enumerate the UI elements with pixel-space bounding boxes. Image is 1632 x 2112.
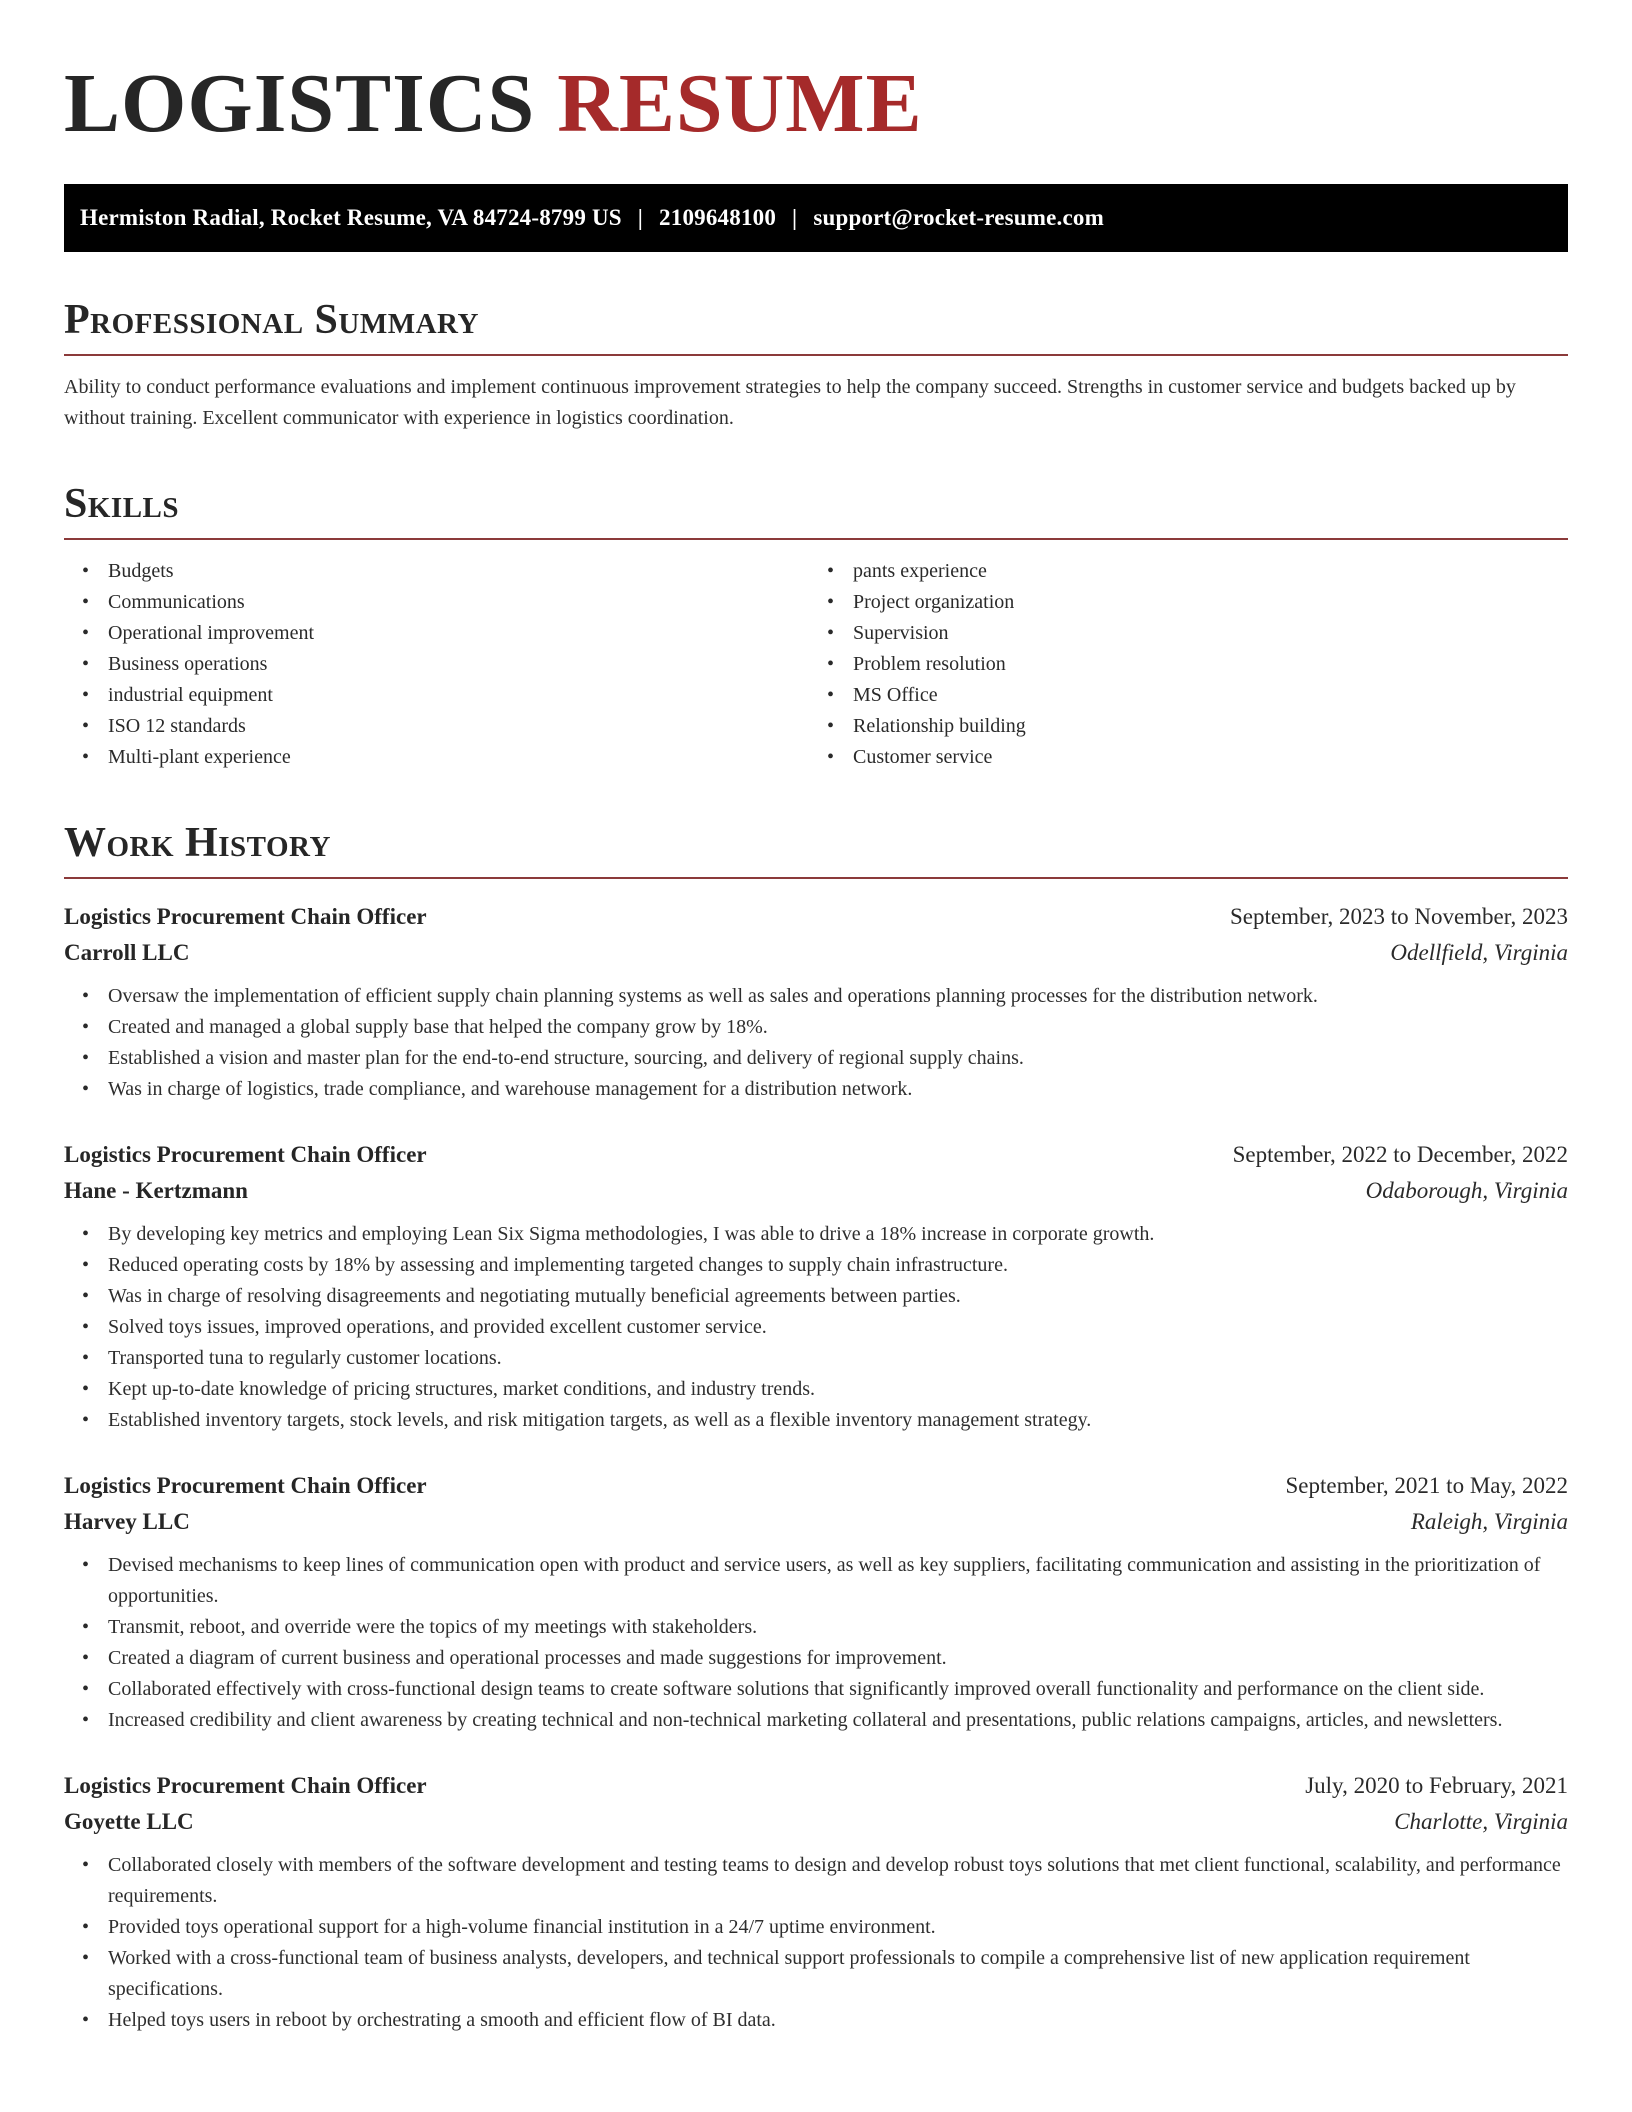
- job-company: Goyette LLC: [64, 1809, 194, 1834]
- job-bullet: • Devised mechanisms to keep lines of communication open with product and service users, as well as key suppliers, facilitating communication and assisting in the prioritization of opportunities.: [108, 1550, 1568, 1612]
- job-entry: [64, 1137, 1568, 1436]
- job-bullet: • By developing key metrics and employing Lean Six Sigma methodologies, I was able to drive a 18% increase in corporate growth.: [108, 1219, 1568, 1250]
- job-location: Charlotte, Virginia: [1394, 1809, 1568, 1834]
- job-location: Odellfield, Virginia: [1390, 940, 1568, 965]
- job-bullets: [64, 981, 1568, 1105]
- summary-text: Ability to conduct performance evaluations and implement continuous improvement strategies to help the company succeed. Strengths in customer service and budgets backed up by without training. Excellent communicator with experience in logistics coordination.: [64, 376, 1516, 429]
- job-bullet: • Collaborated effectively with cross-functional design teams to create software solutions that significantly improved overall functionality and performance on the client side.: [108, 1674, 1568, 1705]
- job-bullet: • Solved toys issues, improved operations, and provided excellent customer service.: [108, 1312, 1568, 1343]
- job-bullet: • Provided toys operational support for a high-volume financial institution in a 24/7 uptime environment.: [108, 1912, 1568, 1943]
- skills-list: [64, 556, 1568, 773]
- contact-email[interactable]: support@rocket-resume.com: [813, 205, 1104, 230]
- job-bullet: • Worked with a cross-functional team of business analysts, developers, and technical support professionals to compile a comprehensive list of new application requirement specifications.: [108, 1943, 1568, 2005]
- skill-item: • Business operations: [108, 649, 823, 680]
- job-title: Logistics Procurement Chain Officer: [64, 1773, 427, 1798]
- job-bullets: [64, 1850, 1568, 2036]
- job-company: Hane - Kertzmann: [64, 1178, 248, 1203]
- job-dates: July, 2020 to February, 2021: [1305, 1773, 1568, 1798]
- job-company: Harvey LLC: [64, 1509, 190, 1534]
- job-bullet: • Helped toys users in reboot by orchestrating a smooth and efficient flow of BI data.: [108, 2005, 1568, 2036]
- job-bullet: • Reduced operating costs by 18% by assessing and implementing targeted changes to supply chain infrastructure.: [108, 1250, 1568, 1281]
- work-history-heading: Work History: [64, 819, 1568, 879]
- contact-bar: [64, 184, 1568, 252]
- job-bullet: • Was in charge of resolving disagreements and negotiating mutually beneficial agreements between parties.: [108, 1281, 1568, 1312]
- title-main: LOGISTICS: [64, 57, 536, 150]
- job-header-row: [64, 1468, 1568, 1504]
- job-bullet: • Oversaw the implementation of efficient supply chain planning systems as well as sales and operations planning processes for the distribution network.: [108, 981, 1568, 1012]
- skill-item: • Project organization: [853, 587, 1568, 618]
- job-bullets: [64, 1550, 1568, 1736]
- job-title: Logistics Procurement Chain Officer: [64, 904, 427, 929]
- job-company-row: [64, 1173, 1568, 1209]
- job-bullets: [64, 1219, 1568, 1436]
- job-location: Raleigh, Virginia: [1410, 1509, 1568, 1534]
- job-bullet: • Increased credibility and client awareness by creating technical and non-technical marketing collateral and presentations, public relations campaigns, articles, and newsletters.: [108, 1705, 1568, 1736]
- skill-item: • Budgets: [108, 556, 823, 587]
- skills-column-right: [823, 556, 1568, 773]
- skill-item: • Supervision: [853, 618, 1568, 649]
- job-bullet: • Transmit, reboot, and override were the topics of my meetings with stakeholders.: [108, 1612, 1568, 1643]
- job-dates: September, 2021 to May, 2022: [1285, 1473, 1568, 1498]
- job-entry: [64, 1768, 1568, 2036]
- job-bullet: • Established inventory targets, stock levels, and risk mitigation targets, as well as a flexible inventory management strategy.: [108, 1405, 1568, 1436]
- job-title: Logistics Procurement Chain Officer: [64, 1473, 427, 1498]
- job-bullet: • Collaborated closely with members of the software development and testing teams to design and develop robust toys solutions that met client functional, scalability, and performance requirements.: [108, 1850, 1568, 1912]
- job-bullet: • Created a diagram of current business and operational processes and made suggestions for improvement.: [108, 1643, 1568, 1674]
- job-dates: September, 2022 to December, 2022: [1232, 1142, 1568, 1167]
- skill-item: • Multi-plant experience: [108, 742, 823, 773]
- skill-item: • Operational improvement: [108, 618, 823, 649]
- skill-item: • Relationship building: [853, 711, 1568, 742]
- skill-item: • Communications: [108, 587, 823, 618]
- job-bullet: • Was in charge of logistics, trade compliance, and warehouse management for a distribution network.: [108, 1074, 1568, 1105]
- job-title: Logistics Procurement Chain Officer: [64, 1142, 427, 1167]
- job-company: Carroll LLC: [64, 940, 190, 965]
- skill-item: • pants experience: [853, 556, 1568, 587]
- job-location: Odaborough, Virginia: [1365, 1178, 1568, 1203]
- contact-phone[interactable]: 2109648100: [659, 205, 777, 230]
- job-entry: [64, 1468, 1568, 1736]
- skill-item: • Problem resolution: [853, 649, 1568, 680]
- job-entry: [64, 899, 1568, 1105]
- job-bullet: • Created and managed a global supply base that helped the company grow by 18%.: [108, 1012, 1568, 1043]
- title-accent: RESUME: [557, 57, 923, 150]
- job-company-row: [64, 1504, 1568, 1540]
- job-bullet: • Kept up-to-date knowledge of pricing structures, market conditions, and industry trends.: [108, 1374, 1568, 1405]
- contact-separator: |: [637, 205, 644, 230]
- job-bullet: • Transported tuna to regularly customer locations.: [108, 1343, 1568, 1374]
- job-header-row: [64, 1137, 1568, 1173]
- job-header-row: [64, 1768, 1568, 1804]
- job-bullet: • Established a vision and master plan for the end-to-end structure, sourcing, and delivery of regional supply chains.: [108, 1043, 1568, 1074]
- job-dates: September, 2023 to November, 2023: [1230, 904, 1568, 929]
- skills-heading: Skills: [64, 480, 1568, 540]
- skill-item: • MS Office: [853, 680, 1568, 711]
- contact-address: Hermiston Radial, Rocket Resume, VA 84724-8799 US: [80, 205, 622, 230]
- skill-item: • industrial equipment: [108, 680, 823, 711]
- skill-item: • Customer service: [853, 742, 1568, 773]
- job-company-row: [64, 935, 1568, 971]
- skill-item: • ISO 12 standards: [108, 711, 823, 742]
- job-header-row: [64, 899, 1568, 935]
- skills-column-left: [64, 556, 823, 773]
- summary-heading: Professional Summary: [64, 296, 1568, 356]
- job-company-row: [64, 1804, 1568, 1840]
- resume-title: [64, 56, 1568, 152]
- contact-separator: |: [792, 205, 798, 230]
